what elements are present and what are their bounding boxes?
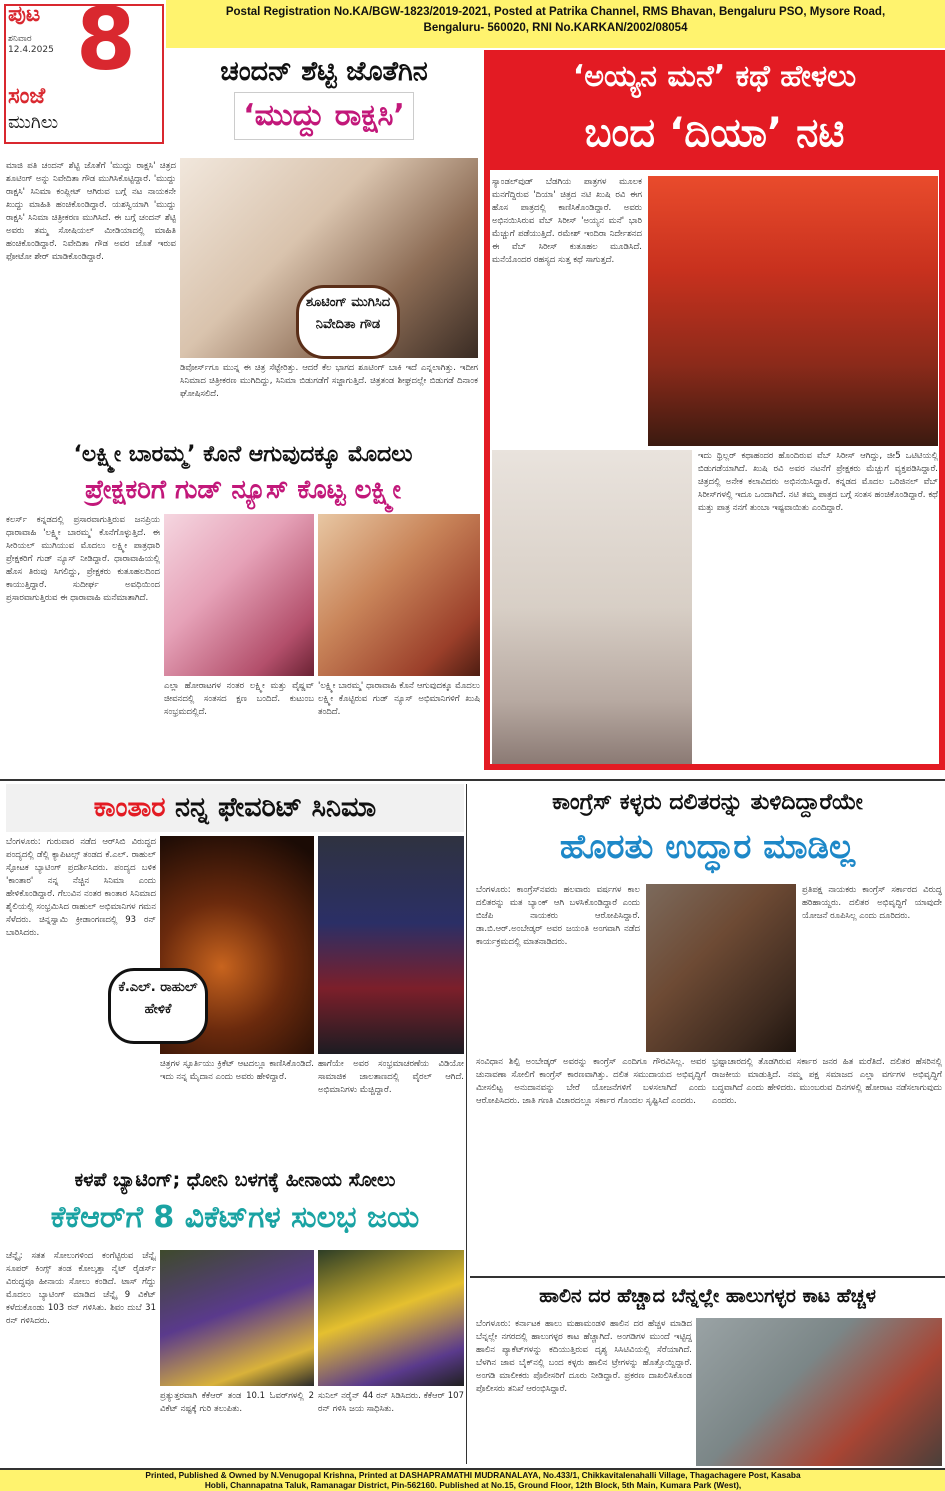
story1-caption: ಶೂಟಿಂಗ್ ಮುಗಿಸಿದ ನಿವೇದಿತಾ ಗೌಡ bbox=[296, 285, 400, 359]
story4-headline bbox=[6, 784, 464, 832]
story3-headline-line1: ‘ಲಕ್ಷ್ಮೀ ಬಾರಮ್ಮ’ ಕೊನೆ ಆಗುವುದಕ್ಕೂ ಮೊದಲು bbox=[73, 442, 413, 467]
story6-headline-line1: ಕಳಪೆ ಬ್ಯಾಟಿಂಗ್; ಧೋನಿ ಬಳಗಕ್ಕೆ ಹೀನಾಯ ಸೋಲು bbox=[74, 1169, 396, 1191]
story3-body2: ಎಲ್ಲಾ ಹೋರಾಟಗಳ ನಂತರ ಲಕ್ಷ್ಮೀ ಮತ್ತು ವೈಷ್ಣವ್ ಜೀವನದಲ್ಲಿ ಸಂತಸದ ಕ್ಷಣ ಬಂದಿದೆ. ಕುಟುಂಬ ಸಂಭ್ರಮದಲ್ಲಿದೆ. bbox=[164, 681, 314, 717]
story3-body1: ಕಲರ್ಸ್ ಕನ್ನಡದಲ್ಲಿ ಪ್ರಸಾರವಾಗುತ್ತಿರುವ ಜನಪ್ರಿಯ ಧಾರಾವಾಹಿ 'ಲಕ್ಷ್ಮೀ ಬಾರಮ್ಮ' ಕೊನೆಗೊಳ್ಳುತ್ತಿದೆ. ಈ ಸೀರಿಯಲ್ ಮುಗಿಯುವ ಮೊದಲು ಲಕ್ಷ್ಮೀ ಪಾತ್ರಧಾರಿ ಪ್ರೇಕ್ಷಕರಿಗೆ ಗುಡ್ ನ್ಯೂಸ್ ನೀಡಿದ್ದಾರೆ. ಧಾರಾವಾಹಿಯಲ್ಲಿ ಹೊಸ ತಿರುವು ಸಿಗಲಿದ್ದು, ಪ್ರೇಕ್ಷಕರು ಕುತೂಹಲದಿಂದ ಕಾಯುತ್ತಿದ್ದಾರೆ. ಸುದೀರ್ಘ ಅವಧಿಯಿಂದ ಪ್ರಸಾರವಾಗುತ್ತಿರುವ ಈ ಧಾರಾವಾಹಿ ಮನೆಮಾತಾಗಿದೆ. bbox=[6, 515, 160, 603]
story4-photo-cricketer bbox=[318, 836, 464, 1054]
story6-headline-line2: ಕೆಕೆಆರ್‌ಗೆ 8 ವಿಕೆಟ್‌ಗಳ ಸುಲಭ ಜಯ bbox=[50, 1200, 420, 1235]
date: 12.4.2025 bbox=[8, 45, 54, 55]
story2-headline-line1: ‘ಅಯ್ಯನ ಮನೆ’ ಕಥೆ ಹೇಳಲು bbox=[572, 59, 857, 94]
story1-headline-line2: ‘ಮುದ್ದು ರಾಕ್ಷಸಿ’ bbox=[234, 92, 414, 140]
story5-body4: ಭ್ರಷ್ಟಾಚಾರದಲ್ಲಿ ತೊಡಗಿರುವ ಸರ್ಕಾರ ಜನರ ಹಿತ ಮರೆತಿದೆ. ದಲಿತರ ಹೆಸರಿನಲ್ಲಿ ರಾಜಕೀಯ ಮಾಡುತ್ತಿದೆ. ನಮ್ಮ ಪಕ್ಷ ಸಮಾಜದ ಎಲ್ಲಾ ವರ್ಗಗಳ ಅಭಿವೃದ್ಧಿಗೆ ಬದ್ಧವಾಗಿದೆ ಎಂದು ಹೇಳಿದರು. ಮುಂಬರುವ ದಿನಗಳಲ್ಲಿ ಹೋರಾಟ ನಡೆಸಲಾಗುವುದು ಎಂದರು. bbox=[712, 1057, 942, 1106]
story5-body3: ಸಂವಿಧಾನ ಶಿಲ್ಪಿ ಅಂಬೇಡ್ಕರ್ ಅವರನ್ನು ಕಾಂಗ್ರೆಸ್ ಎಂದಿಗೂ ಗೌರವಿಸಿಲ್ಲ. ಅವರ ಚುನಾವಣಾ ಸೋಲಿಗೆ ಕಾಂಗ್ರೆಸ್ ಕಾರಣವಾಗಿತ್ತು. ದಲಿತ ಸಮುದಾಯದ ಅಭಿವೃದ್ಧಿಗೆ ಮೀಸಲಿಟ್ಟ ಅನುದಾನವನ್ನು ಬೇರೆ ಯೋಜನೆಗಳಿಗೆ ಬಳಸಲಾಗಿದೆ ಎಂದು ಆರೋಪಿಸಿದರು. ಜಾತಿ ಗಣತಿ ವಿಚಾರದಲ್ಲೂ ಸರ್ಕಾರ ಗೊಂದಲ ಸೃಷ್ಟಿಸಿದೆ ಎಂದರು. bbox=[476, 1057, 706, 1106]
column-divider bbox=[466, 784, 467, 1464]
story1-headline-line1: ಚಂದನ್ ಶೆಟ್ಟಿ ಜೊತೆಗಿನ bbox=[220, 56, 428, 87]
story2-headline bbox=[484, 50, 945, 170]
story1-headline bbox=[166, 52, 482, 148]
story4-caption: ಕೆ.ಎಲ್. ರಾಹುಲ್ ಹೇಳಿಕೆ bbox=[108, 968, 208, 1044]
story5-headline-line1: ಕಾಂಗ್ರೆಸ್ ಕಳ್ಳರು ದಲಿತರನ್ನು ತುಳಿದಿದ್ದಾರೆಯೇ bbox=[552, 790, 863, 815]
story3-headline-line2: ಪ್ರೇಕ್ಷಕರಿಗೆ ಗುಡ್ ನ್ಯೂಸ್ ಕೊಟ್ಟ ಲಕ್ಷ್ಮೀ bbox=[85, 475, 401, 505]
registration-line1: Postal Registration No.KA/BGW-1823/2019-2021, Posted at Patrika Channel, RMS Bhavan, Bengaluru PSO, Mysore Road, bbox=[225, 6, 886, 18]
story7-headline bbox=[470, 1276, 945, 1316]
story1-body1: ಮಾಜಿ ಪತಿ ಚಂದನ್ ಶೆಟ್ಟಿ ಜೊತೆಗೆ 'ಮುದ್ದು ರಾಕ್ಷಸಿ' ಚಿತ್ರದ ಶೂಟಿಂಗ್ ಅನ್ನು ನಿವೇದಿತಾ ಗೌಡ ಮುಗಿಸಿಕೊಟ್ಟಿದ್ದಾರೆ. 'ಮುದ್ದು ರಾಕ್ಷಸಿ' ಸಿನಿಮಾ ಕಂಪ್ಲೀಟ್ ಆಗಿರುವ ಬಗ್ಗೆ ನಟ ನಾಯಕನೇ ಖುದ್ದು ಮಾಹಿತಿ ಹಂಚಿಕೊಂಡಿದ್ದಾರೆ. ಯಶಸ್ವಿಯಾಗಿ 'ಮುದ್ದು ರಾಕ್ಷಸಿ' ಸಿನಿಮಾ ಚಿತ್ರೀಕರಣ ಮುಗಿಸಿದೆ. ಈ ಬಗ್ಗೆ ಚಂದನ್ ಶೆಟ್ಟಿ ಅವರು ತಮ್ಮ ಸೋಷಿಯಲ್ ಮೀಡಿಯಾದಲ್ಲಿ ಮಾಹಿತಿ ಹಂಚಿಕೊಂಡಿದ್ದಾರೆ. ನಿವೇದಿತಾ ಗೌಡ ಅವರ ಜೊತೆ ಇರುವ ಫೋಟೋ ಶೇರ್ ಮಾಡಿಕೊಂಡಿದ್ದಾರೆ. bbox=[6, 161, 176, 262]
story6-body3: ಸುನಿಲ್ ನರೈನ್ 44 ರನ್ ಸಿಡಿಸಿದರು. ಕೆಕೆಆರ್ 107 ರನ್ ಗಳಿಸಿ ಜಯ ಸಾಧಿಸಿತು. bbox=[318, 1391, 464, 1414]
footer-imprint bbox=[8, 1470, 938, 1490]
story2-actress-photo bbox=[492, 450, 692, 764]
page-label: ಪುಟ bbox=[8, 2, 41, 27]
story5-body1: ಬೆಂಗಳೂರು: ಕಾಂಗ್ರೆಸ್‌ನವರು ಹಲವಾರು ವರ್ಷಗಳ ಕಾಲ ದಲಿತರನ್ನು ಮತ ಬ್ಯಾಂಕ್ ಆಗಿ ಬಳಸಿಕೊಂಡಿದ್ದಾರೆ ಎಂದು ಬಿಜೆಪಿ ನಾಯಕರು ಆರೋಪಿಸಿದ್ದಾರೆ. ಡಾ.ಬಿ.ಆರ್.ಅಂಬೇಡ್ಕರ್ ಅವರ ಜಯಂತಿ ಅಂಗವಾಗಿ ನಡೆದ ಕಾರ್ಯಕ್ರಮದಲ್ಲಿ ಮಾತನಾಡಿದರು. bbox=[476, 885, 640, 947]
brand-name-line2: ಮುಗಿಲು bbox=[8, 112, 59, 133]
story2-headline-line2: ಬಂದ ‘ದಿಯಾ’ ನಟಿ bbox=[584, 110, 845, 156]
story4-headline-highlight: ಕಾಂತಾರ bbox=[93, 792, 166, 823]
story2-body1: ಸ್ಯಾಂಡಲ್‌ವುಡ್ ಬೆಡಗಿಯ ಪಾತ್ರಗಳ ಮೂಲಕ ಮನಗೆದ್ದಿರುವ 'ದಿಯಾ' ಚಿತ್ರದ ನಟಿ ಖುಷಿ ರವಿ ಈಗ ಹೊಸ ಪಾತ್ರದಲ್ಲಿ ಕಾಣಿಸಿಕೊಂಡಿದ್ದಾರೆ. ಅವರು ಅಭಿನಯಿಸಿರುವ ವೆಬ್ ಸಿರೀಸ್ 'ಅಯ್ಯನ ಮನೆ' ಭಾರಿ ಮೆಚ್ಚುಗೆ ಪಡೆಯುತ್ತಿದೆ. ರಮೇಶ್ ಇಂದಿರಾ ನಿರ್ದೇಶನದ ಈ ವೆಬ್ ಸಿರೀಸ್ ಕುತೂಹಲ ಮೂಡಿಸಿದೆ. ಮನೆಯೊಂದರ ರಹಸ್ಯದ ಸುತ್ತ ಕಥೆ ಸಾಗುತ್ತದೆ. bbox=[492, 177, 642, 265]
story4-body3: ಹಾಗೆಯೇ ಅವರ ಸಂಭ್ರಮಾಚರಣೆಯ ವಿಡಿಯೋ ಸಾಮಾಜಿಕ ಜಾಲತಾಣದಲ್ಲಿ ವೈರಲ್ ಆಗಿದೆ. ಅಭಿಮಾನಿಗಳು ಮೆಚ್ಚಿದ್ದಾರೆ. bbox=[318, 1059, 464, 1095]
story7-body: ಬೆಂಗಳೂರು: ಕರ್ನಾಟಕ ಹಾಲು ಮಹಾಮಂಡಳಿ ಹಾಲಿನ ದರ ಹೆಚ್ಚಳ ಮಾಡಿದ ಬೆನ್ನಲ್ಲೇ ನಗರದಲ್ಲಿ ಹಾಲುಗಳ್ಳರ ಕಾಟ ಹೆಚ್ಚಾಗಿದೆ. ಅಂಗಡಿಗಳ ಮುಂದೆ ಇಟ್ಟಿದ್ದ ಹಾಲಿನ ಪ್ಯಾಕೆಟ್‌ಗಳನ್ನು ಕದಿಯುತ್ತಿರುವ ದೃಶ್ಯ ಸಿಸಿಟಿವಿಯಲ್ಲಿ ಸೆರೆಯಾಗಿದೆ. ಬೆಳಗಿನ ಜಾವ ಬೈಕ್‌ನಲ್ಲಿ ಬಂದ ಕಳ್ಳರು ಹಾಲಿನ ಟ್ರೇಗಳನ್ನು ಹೊತ್ತೊಯ್ದಿದ್ದಾರೆ. ಅಂಗಡಿ ಮಾಲೀಕರು ಪೊಲೀಸರಿಗೆ ದೂರು ನೀಡಿದ್ದಾರೆ. ಪ್ರಕರಣ ದಾಖಲಿಸಿಕೊಂಡ ಪೊಲೀಸರು ತನಿಖೆ ಆರಂಭಿಸಿದ್ದಾರೆ. bbox=[476, 1319, 692, 1394]
story4-headline-rest: ನನ್ನ ಫೇವರಿಟ್ ಸಿನಿಮಾ bbox=[165, 792, 377, 823]
registration-band bbox=[166, 0, 945, 48]
story3-headline bbox=[6, 438, 480, 508]
story7-cctv-photo bbox=[696, 1318, 942, 1466]
story6-body1: ಚೆನ್ನೈ: ಸತತ ಸೋಲುಗಳಿಂದ ಕಂಗೆಟ್ಟಿರುವ ಚೆನ್ನೈ ಸೂಪರ್ ಕಿಂಗ್ಸ್ ತಂಡ ಕೋಲ್ಕತ್ತಾ ನೈಟ್ ರೈಡರ್ಸ್ ವಿರುದ್ಧವೂ ಹೀನಾಯ ಸೋಲು ಕಂಡಿದೆ. ಟಾಸ್ ಗೆದ್ದು ಮೊದಲು ಬ್ಯಾಟಿಂಗ್ ಮಾಡಿದ ಚೆನ್ನೈ 9 ವಿಕೆಟ್ ಕಳೆದುಕೊಂಡು 103 ರನ್ ಗಳಿಸಿತು. ಶಿವಂ ದುಬೆ 31 ರನ್ ಗಳಿಸಿದರು. bbox=[6, 1251, 156, 1326]
story2-poster bbox=[648, 176, 938, 446]
story4-body2: ಚಿತ್ರಗಳ ಸ್ಫೂರ್ತಿಯು ಕ್ರಿಕೆಟ್ ಆಟದಲ್ಲೂ ಕಾಣಿಸಿಕೊಂಡಿದೆ. ಇದು ನನ್ನ ಮೈದಾನ ಎಂದು ಅವರು ಹೇಳಿದ್ದಾರೆ. bbox=[160, 1059, 314, 1082]
date-day: ಶನಿವಾರ bbox=[8, 34, 32, 44]
brand-name-line1: ಸಂಜೆ bbox=[8, 84, 46, 109]
registration-line2: Bengaluru- 560020, RNI No.KARKAN/2002/08054 bbox=[423, 22, 688, 34]
story2-body2: ಇದು ಥ್ರಿಲ್ಲರ್ ಕಥಾಹಂದರ ಹೊಂದಿರುವ ವೆಬ್ ಸಿರೀಸ್ ಆಗಿದ್ದು, ಜೀ5 ಒಟಿಟಿಯಲ್ಲಿ ಬಿಡುಗಡೆಯಾಗಿದೆ. ಖುಷಿ ರವಿ ಅವರ ನಟನೆಗೆ ಪ್ರೇಕ್ಷಕರು ಮೆಚ್ಚುಗೆ ವ್ಯಕ್ತಪಡಿಸಿದ್ದಾರೆ. ಚಿತ್ರದಲ್ಲಿ ಅನೇಕ ಕಲಾವಿದರು ಅಭಿನಯಿಸಿದ್ದಾರೆ. ಕನ್ನಡದ ಮೊದಲ ಒರಿಜಿನಲ್ ವೆಬ್ ಸಿರೀಸ್‌ಗಳಲ್ಲಿ ಇದೂ ಒಂದಾಗಿದೆ. ನಟಿ ತಮ್ಮ ಪಾತ್ರದ ಬಗ್ಗೆ ಸಂತಸ ಹಂಚಿಕೊಂಡಿದ್ದಾರೆ. ಕಥೆ ಮತ್ತು ಪಾತ್ರ ನನಗೆ ತುಂಬಾ ಇಷ್ಟವಾಯಿತು ಎಂದಿದ್ದಾರೆ. bbox=[698, 451, 938, 513]
story4-body1: ಬೆಂಗಳೂರು: ಗುರುವಾರ ನಡೆದ ಆರ್‌ಸಿಬಿ ವಿರುದ್ಧದ ಪಂದ್ಯದಲ್ಲಿ ಡೆಲ್ಲಿ ಕ್ಯಾಪಿಟಲ್ಸ್ ತಂಡದ ಕೆ.ಎಲ್. ರಾಹುಲ್ ಸ್ಫೋಟಕ ಬ್ಯಾಟಿಂಗ್ ಪ್ರದರ್ಶಿಸಿದರು. ಪಂದ್ಯದ ಬಳಿಕ 'ಕಾಂತಾರ' ನನ್ನ ನೆಚ್ಚಿನ ಸಿನಿಮಾ ಎಂದು ಹೇಳಿಕೊಂಡಿದ್ದಾರೆ. ಗೆಲುವಿನ ನಂತರ ಕಾಂತಾರ ಸಿನಿಮಾದ ಶೈಲಿಯಲ್ಲಿ ಸಂಭ್ರಮಿಸಿದ ರಾಹುಲ್ ಅಭಿಮಾನಿಗಳ ಗಮನ ಸೆಳೆದರು. ಚಿನ್ನಸ್ವಾಮಿ ಕ್ರೀಡಾಂಗಣದಲ್ಲಿ 93 ರನ್ ಬಾರಿಸಿದರು. bbox=[6, 837, 156, 938]
story1-body2: ಡಿವೋರ್ಸ್‌ಗೂ ಮುನ್ನ ಈ ಚಿತ್ರ ಸೆಟ್ಟೇರಿತ್ತು. ಆದರೆ ಕೆಲ ಭಾಗದ ಶೂಟಿಂಗ್ ಬಾಕಿ ಇದೆ ಎನ್ನಲಾಗಿತ್ತು. ಇದೀಗ ಸಿನಿಮಾದ ಚಿತ್ರೀಕರಣ ಮುಗಿದಿದ್ದು, ಸಿನಿಮಾ ಬಿಡುಗಡೆಗೆ ಸಜ್ಜಾಗುತ್ತಿದೆ. ಚಿತ್ರತಂಡ ಶೀಘ್ರದಲ್ಲೇ ಬಿಡುಗಡೆ ದಿನಾಂಕ ಘೋಷಿಸಲಿದೆ. bbox=[180, 363, 478, 399]
page-number: 8 bbox=[76, 0, 136, 90]
story3-body3: 'ಲಕ್ಷ್ಮೀ ಬಾರಮ್ಮ' ಧಾರಾವಾಹಿ ಕೊನೆ ಆಗುವುದಕ್ಕೂ ಮೊದಲು ಲಕ್ಷ್ಮೀ ಕೊಟ್ಟಿರುವ ಗುಡ್ ನ್ಯೂಸ್ ಅಭಿಮಾನಿಗಳಿಗೆ ಖುಷಿ ತಂದಿದೆ. bbox=[318, 681, 480, 717]
story6-headline bbox=[6, 1164, 464, 1246]
story6-photo-batsman bbox=[160, 1250, 314, 1386]
story5-body2: ಪ್ರತಿಪಕ್ಷ ನಾಯಕರು ಕಾಂಗ್ರೆಸ್ ಸರ್ಕಾರದ ವಿರುದ್ಧ ಹರಿಹಾಯ್ದರು. ದಲಿತರ ಅಭಿವೃದ್ಧಿಗೆ ಯಾವುದೇ ಯೋಜನೆ ರೂಪಿಸಿಲ್ಲ ಎಂದು ದೂರಿದರು. bbox=[802, 885, 942, 921]
story6-body2: ಪ್ರತ್ಯುತ್ತರವಾಗಿ ಕೆಕೆಆರ್ ತಂಡ 10.1 ಓವರ್‌ಗಳಲ್ಲಿ 2 ವಿಕೆಟ್ ನಷ್ಟಕ್ಕೆ ಗುರಿ ತಲುಪಿತು. bbox=[160, 1391, 314, 1414]
footer-line2: Hobli, Channapatna Taluk, Ramanagar District, Pin-562160. Published at No.15, Ground Floor, 12th Block, 5th Main, Kumara Park (West), bbox=[204, 1480, 742, 1490]
story5-headline bbox=[470, 784, 945, 880]
story6-photo-players bbox=[318, 1250, 464, 1386]
story3-photo-actress bbox=[318, 514, 480, 676]
story5-headline-line2: ಹೊರತು ಉದ್ಧಾರ ಮಾಡಿಲ್ಲ bbox=[559, 827, 856, 867]
story7-headline-text: ಹಾಲಿನ ದರ ಹೆಚ್ಚಾದ ಬೆನ್ನಲ್ಲೇ ಹಾಲುಗಳ್ಳರ ಕಾಟ ಹೆಚ್ಚಳ bbox=[539, 1285, 876, 1307]
footer-line1: Printed, Published & Owned by N.Venugopal Krishna, Printed at DASHAPRAMATHI MUDRANALAYA, No.433/1, Chikkavitalenahalli Village, Thagachagere Post, Kasaba bbox=[145, 1470, 801, 1480]
story3-photo-wedding bbox=[164, 514, 314, 676]
story5-photo-politician bbox=[646, 884, 796, 1052]
section-divider bbox=[0, 779, 945, 781]
date-block bbox=[8, 34, 54, 56]
